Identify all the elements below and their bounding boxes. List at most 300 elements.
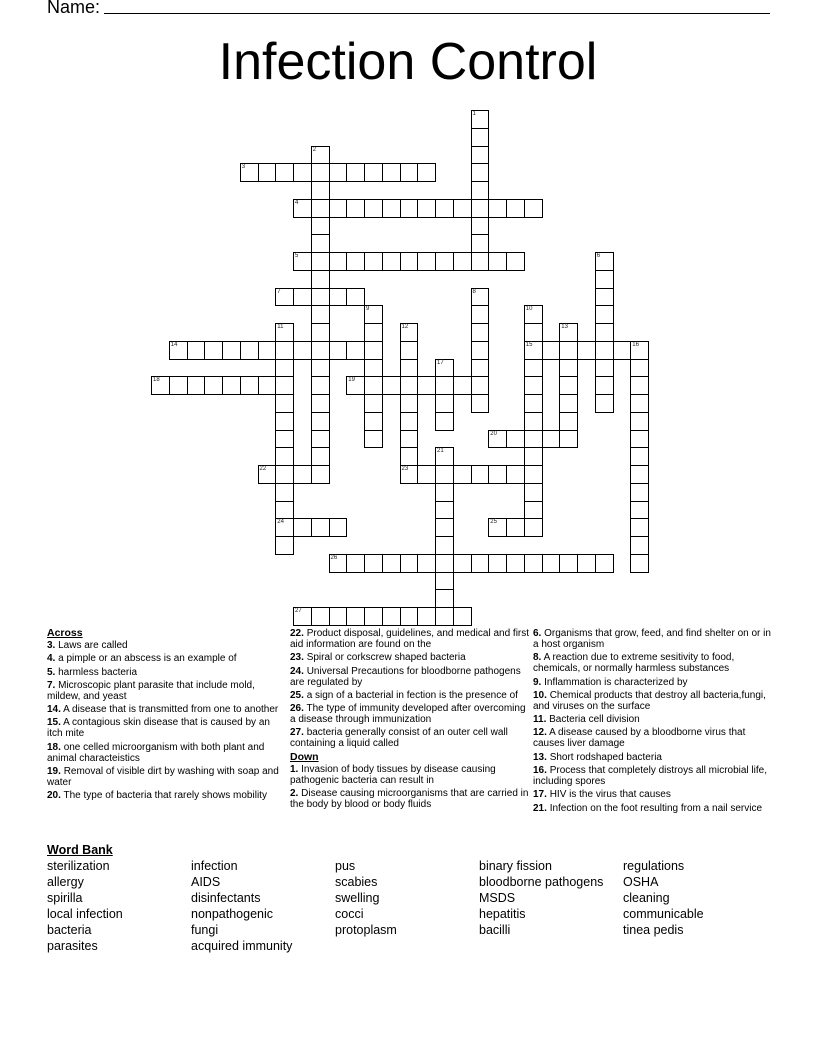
clues-column-2 xyxy=(290,628,530,812)
crossword-cell[interactable] xyxy=(435,252,454,271)
word-bank-item: bloodborne pathogens xyxy=(479,875,604,889)
clue-across-7: 7. Microscopic plant parasite that include mold, mildew, and yeast xyxy=(47,679,255,702)
crossword-cell[interactable] xyxy=(364,412,383,431)
word-bank-item: allergy xyxy=(47,875,84,889)
crossword-cell[interactable] xyxy=(275,376,294,395)
word-bank-item: swelling xyxy=(335,891,380,905)
crossword-cell[interactable] xyxy=(240,376,259,395)
crossword-cell[interactable] xyxy=(471,181,490,200)
crossword-cell[interactable] xyxy=(542,341,561,360)
crossword-cell[interactable] xyxy=(630,465,649,484)
crossword-cell[interactable] xyxy=(435,554,454,573)
crossword-cell[interactable] xyxy=(311,518,330,537)
crossword-cell[interactable] xyxy=(311,394,330,413)
crossword-cell[interactable] xyxy=(506,554,525,573)
crossword-cell[interactable] xyxy=(293,518,312,537)
crossword-cell[interactable] xyxy=(275,359,294,378)
crossword-cell[interactable] xyxy=(471,341,490,360)
crossword-cell[interactable] xyxy=(417,607,436,626)
clue-number: 20 xyxy=(490,430,497,437)
crossword-cell[interactable] xyxy=(435,412,454,431)
word-bank-item: parasites xyxy=(47,939,98,953)
crossword-cell[interactable] xyxy=(222,376,241,395)
crossword-cell[interactable] xyxy=(613,341,632,360)
crossword-cell[interactable] xyxy=(506,518,525,537)
word-bank-item: pus xyxy=(335,859,356,873)
crossword-cell[interactable] xyxy=(275,412,294,431)
crossword-cell[interactable] xyxy=(630,501,649,520)
crossword-cell[interactable] xyxy=(471,323,490,342)
crossword-cell[interactable] xyxy=(311,607,330,626)
crossword-cell[interactable] xyxy=(400,465,419,484)
clues-column-1 xyxy=(47,628,279,804)
crossword-cell[interactable] xyxy=(258,341,277,360)
crossword-cell[interactable] xyxy=(275,394,294,413)
crossword-cell[interactable] xyxy=(293,163,312,182)
word-bank xyxy=(47,843,767,954)
clue-across-26: 26. The type of immunity developed after overcoming a disease through immunization xyxy=(290,703,526,726)
crossword-cell[interactable] xyxy=(506,465,525,484)
across-heading: Across xyxy=(47,627,83,639)
crossword-cell[interactable] xyxy=(471,359,490,378)
clue-down-6: 6. Organisms that grow, feed, and find shelter on or in a host organism xyxy=(533,628,771,650)
crossword-cell[interactable] xyxy=(630,430,649,449)
crossword-cell[interactable] xyxy=(329,252,348,271)
crossword-cell[interactable] xyxy=(346,554,365,573)
crossword-cell[interactable] xyxy=(577,341,596,360)
crossword-cell[interactable] xyxy=(400,447,419,466)
clue-number: 11 xyxy=(277,324,284,330)
crossword-cell[interactable] xyxy=(417,199,436,218)
word-bank-item: hepatitis xyxy=(479,907,526,921)
crossword-cell[interactable] xyxy=(524,412,543,431)
crossword-cell[interactable] xyxy=(382,199,401,218)
crossword-cell[interactable] xyxy=(471,465,490,484)
clue-number: 10 xyxy=(525,306,533,313)
crossword-cell[interactable] xyxy=(488,554,507,573)
crossword-cell[interactable] xyxy=(595,341,614,360)
crossword-cell[interactable] xyxy=(417,465,436,484)
clue-across-22: 22. Product disposal, guidelines, and medical and first aid information are found on the xyxy=(290,628,530,650)
crossword-cell[interactable] xyxy=(417,163,436,182)
crossword-cell[interactable] xyxy=(240,163,259,182)
crossword-cell[interactable] xyxy=(435,501,454,520)
crossword-cell[interactable] xyxy=(151,376,170,395)
crossword-cell[interactable] xyxy=(364,394,383,413)
crossword-cell[interactable] xyxy=(364,359,383,378)
crossword-cell[interactable] xyxy=(435,465,454,484)
crossword-cell[interactable] xyxy=(524,359,543,378)
clue-down-21: 21. Infection on the foot resulting from a nail service xyxy=(533,802,763,814)
crossword-cell[interactable] xyxy=(630,483,649,502)
crossword-cell[interactable] xyxy=(364,199,383,218)
crossword-cell[interactable] xyxy=(559,394,578,413)
word-bank-item: communicable xyxy=(623,907,704,921)
crossword-cell[interactable] xyxy=(275,341,294,360)
crossword-cell[interactable] xyxy=(382,376,401,395)
crossword-cell[interactable] xyxy=(293,607,312,626)
crossword-cell[interactable] xyxy=(311,305,330,324)
crossword-cell[interactable] xyxy=(311,412,330,431)
clue-across-23: 23. Spiral or corkscrew shaped bacteria xyxy=(290,652,466,664)
crossword-cell[interactable] xyxy=(364,323,383,342)
crossword-cell[interactable] xyxy=(435,536,454,555)
crossword-cell[interactable] xyxy=(559,430,578,449)
word-bank-item: AIDS xyxy=(191,875,221,889)
crossword-cell[interactable] xyxy=(595,252,614,271)
crossword-cell[interactable] xyxy=(311,447,330,466)
crossword-cell[interactable] xyxy=(275,465,294,484)
crossword-cell[interactable] xyxy=(471,217,490,236)
clue-number: 22 xyxy=(259,466,267,472)
crossword-cell[interactable] xyxy=(311,181,330,200)
word-bank-heading: Word Bank xyxy=(47,843,113,857)
word-bank-column-5 xyxy=(623,858,767,954)
crossword-cell[interactable] xyxy=(524,483,543,502)
crossword-cell[interactable] xyxy=(559,359,578,378)
crossword-cell[interactable] xyxy=(275,536,294,555)
crossword-cell[interactable] xyxy=(346,252,365,271)
clue-number: 15 xyxy=(525,341,533,348)
down-heading: Down xyxy=(290,750,319,763)
clue-number: 21 xyxy=(437,448,444,455)
clue-across-24: 24. Universal Precautions for bloodborne pathogens are regulated by xyxy=(290,665,521,688)
crossword-cell[interactable] xyxy=(524,518,543,537)
word-bank-item: sterilization xyxy=(47,859,110,873)
clue-number: 16 xyxy=(632,341,639,348)
crossword-cell[interactable] xyxy=(471,305,490,324)
crossword-cell[interactable] xyxy=(453,199,472,218)
crossword-cell[interactable] xyxy=(382,163,401,182)
crossword-cell[interactable] xyxy=(630,518,649,537)
clue-down-12: 12. A disease caused by a bloodborne virus that causes liver damage xyxy=(533,727,746,750)
crossword-cell[interactable] xyxy=(275,288,294,307)
name-label: Name: xyxy=(47,0,101,17)
clue-number: 7 xyxy=(277,288,281,295)
clue-number: 27 xyxy=(295,608,302,614)
crossword-cell[interactable] xyxy=(471,234,490,253)
word-bank-item: nonpathogenic xyxy=(191,907,274,921)
crossword-cell[interactable] xyxy=(506,430,525,449)
crossword-cell[interactable] xyxy=(435,394,454,413)
crossword-cell[interactable] xyxy=(329,199,348,218)
crossword-cell[interactable] xyxy=(329,341,348,360)
crossword-cell[interactable] xyxy=(346,376,365,395)
crossword-cell[interactable] xyxy=(488,430,507,449)
crossword-cell[interactable] xyxy=(293,199,312,218)
word-bank-item: local infection xyxy=(47,907,123,921)
crossword-cell[interactable] xyxy=(364,607,383,626)
clue-down-11: 11. Bacteria cell division xyxy=(533,714,640,726)
crossword-cell[interactable] xyxy=(346,199,365,218)
crossword-cell[interactable] xyxy=(453,252,472,271)
crossword-cell[interactable] xyxy=(382,252,401,271)
crossword-cell[interactable] xyxy=(471,199,490,218)
word-bank-item: infection xyxy=(191,859,238,873)
crossword-cell[interactable] xyxy=(595,323,614,342)
clue-number: 8 xyxy=(472,288,476,295)
crossword-cell[interactable] xyxy=(169,376,188,395)
crossword-cell[interactable] xyxy=(258,376,277,395)
crossword-cell[interactable] xyxy=(204,341,223,360)
crossword-cell[interactable] xyxy=(258,465,277,484)
crossword-cell[interactable] xyxy=(382,607,401,626)
crossword-cell[interactable] xyxy=(364,305,383,324)
crossword-cell[interactable] xyxy=(471,376,490,395)
crossword-cell[interactable] xyxy=(524,430,543,449)
crossword-cell[interactable] xyxy=(275,501,294,520)
crossword-cell[interactable] xyxy=(471,288,490,307)
crossword-cell[interactable] xyxy=(311,430,330,449)
crossword-cell[interactable] xyxy=(524,465,543,484)
crossword-cell[interactable] xyxy=(364,430,383,449)
clue-down-1: 1. Invasion of body tissues by disease causing pathogenic bacteria can result in xyxy=(290,763,496,786)
clue-across-4: 4. a pimple or an abscess is an example of xyxy=(47,653,237,665)
clue-across-15: 15. A contagious skin disease that is caused by an itch mite xyxy=(47,717,270,740)
word-bank-item: protoplasm xyxy=(335,923,397,937)
crossword-cell[interactable] xyxy=(630,554,649,573)
crossword-cell[interactable] xyxy=(311,270,330,289)
crossword-cell[interactable] xyxy=(417,252,436,271)
crossword-cell[interactable] xyxy=(187,341,206,360)
crossword-cell[interactable] xyxy=(400,430,419,449)
crossword-cell[interactable] xyxy=(453,607,472,626)
clue-across-5: 5. harmless bacteria xyxy=(47,666,138,678)
crossword-cell[interactable] xyxy=(311,199,330,218)
clue-down-2: 2. Disease causing microorganisms that are carried in the body by blood or body fluids xyxy=(290,788,529,811)
word-bank-item: disinfectants xyxy=(191,891,261,905)
crossword-cell[interactable] xyxy=(311,163,330,182)
crossword-cell[interactable] xyxy=(311,288,330,307)
clue-number: 18 xyxy=(153,377,160,384)
clues-column-3 xyxy=(533,628,773,816)
crossword-cell[interactable] xyxy=(524,305,543,324)
crossword-cell[interactable] xyxy=(630,447,649,466)
crossword-cell[interactable] xyxy=(524,554,543,573)
crossword-cell[interactable] xyxy=(400,607,419,626)
clue-across-20: 20. The type of bacteria that rarely shows mobility xyxy=(47,790,267,802)
crossword-cell[interactable] xyxy=(488,518,507,537)
crossword-cell[interactable] xyxy=(275,447,294,466)
crossword-cell[interactable] xyxy=(400,376,419,395)
crossword-cell[interactable] xyxy=(400,359,419,378)
word-bank-item: OSHA xyxy=(623,875,659,889)
crossword-cell[interactable] xyxy=(630,394,649,413)
crossword-cell[interactable] xyxy=(382,554,401,573)
crossword-cell[interactable] xyxy=(471,252,490,271)
word-bank-item: bacteria xyxy=(47,923,92,937)
crossword-cell[interactable] xyxy=(559,412,578,431)
crossword-cell[interactable] xyxy=(329,288,348,307)
word-bank-item: fungi xyxy=(191,923,219,937)
crossword-cell[interactable] xyxy=(346,163,365,182)
crossword-cell[interactable] xyxy=(453,465,472,484)
crossword-cell[interactable] xyxy=(559,323,578,342)
crossword-cell[interactable] xyxy=(559,554,578,573)
crossword-cell[interactable] xyxy=(595,288,614,307)
crossword-cell[interactable] xyxy=(329,607,348,626)
crossword-cell[interactable] xyxy=(275,163,294,182)
crossword-cell[interactable] xyxy=(542,554,561,573)
crossword-cell[interactable] xyxy=(630,359,649,378)
crossword-cell[interactable] xyxy=(577,554,596,573)
crossword-cell[interactable] xyxy=(471,146,490,165)
crossword-cell[interactable] xyxy=(187,376,206,395)
crossword-cell[interactable] xyxy=(435,572,454,591)
crossword-cell[interactable] xyxy=(275,483,294,502)
crossword-cell[interactable] xyxy=(275,323,294,342)
crossword-cell[interactable] xyxy=(311,341,330,360)
crossword-cell[interactable] xyxy=(169,341,188,360)
crossword-cell[interactable] xyxy=(524,199,543,218)
crossword-cell[interactable] xyxy=(400,199,419,218)
crossword-cell[interactable] xyxy=(595,305,614,324)
crossword-cell[interactable] xyxy=(222,341,241,360)
crossword-cell[interactable] xyxy=(488,465,507,484)
crossword-cell[interactable] xyxy=(311,376,330,395)
clue-number: 1 xyxy=(472,111,476,117)
clue-number: 25 xyxy=(490,519,497,526)
crossword-cell[interactable] xyxy=(435,589,454,608)
crossword-cell[interactable] xyxy=(346,341,365,360)
clue-number: 24 xyxy=(277,519,284,526)
crossword-cell[interactable] xyxy=(400,341,419,360)
word-bank-column-3 xyxy=(335,858,479,954)
clue-number: 19 xyxy=(348,377,355,384)
crossword-cell[interactable] xyxy=(400,412,419,431)
crossword-cell[interactable] xyxy=(595,554,614,573)
crossword-cell[interactable] xyxy=(311,465,330,484)
crossword-cell[interactable] xyxy=(471,163,490,182)
crossword-cell[interactable] xyxy=(471,554,490,573)
clue-down-9: 9. Inflammation is characterized by xyxy=(533,676,688,688)
crossword-cell[interactable] xyxy=(488,252,507,271)
crossword-cell[interactable] xyxy=(435,359,454,378)
crossword-cell[interactable] xyxy=(524,394,543,413)
clue-number: 12 xyxy=(401,324,409,330)
word-bank-item: cleaning xyxy=(623,891,670,905)
crossword-cell[interactable] xyxy=(311,323,330,342)
crossword-cell[interactable] xyxy=(559,376,578,395)
crossword-cell[interactable] xyxy=(435,483,454,502)
crossword-cell[interactable] xyxy=(364,341,383,360)
word-bank-column-2 xyxy=(191,858,335,954)
crossword-cell[interactable] xyxy=(275,430,294,449)
crossword-cell[interactable] xyxy=(471,128,490,147)
crossword-cell[interactable] xyxy=(400,554,419,573)
crossword-cell[interactable] xyxy=(471,110,490,129)
crossword-cell[interactable] xyxy=(240,341,259,360)
crossword-cell[interactable] xyxy=(293,465,312,484)
word-bank-item: tinea pedis xyxy=(623,923,684,937)
crossword-cell[interactable] xyxy=(435,199,454,218)
crossword-cell[interactable] xyxy=(595,376,614,395)
crossword-cell[interactable] xyxy=(329,554,348,573)
clue-number: 9 xyxy=(366,306,370,313)
clue-down-17: 17. HIV is the virus that causes xyxy=(533,789,671,801)
crossword-cell[interactable] xyxy=(204,376,223,395)
clue-number: 14 xyxy=(170,341,178,348)
crossword-cell[interactable] xyxy=(506,252,525,271)
crossword-cell[interactable] xyxy=(559,341,578,360)
crossword-cell[interactable] xyxy=(506,199,525,218)
crossword-cell[interactable] xyxy=(311,359,330,378)
crossword-cell[interactable] xyxy=(524,376,543,395)
clue-across-27: 27. bacteria generally consist of an outer cell wall containing a liquid called xyxy=(290,727,508,750)
crossword-cell[interactable] xyxy=(400,163,419,182)
crossword-cell[interactable] xyxy=(435,376,454,395)
clue-down-10: 10. Chemical products that destroy all bacteria,fungi, and viruses on the surface xyxy=(533,689,766,712)
crossword-cell[interactable] xyxy=(595,270,614,289)
crossword-cell[interactable] xyxy=(595,394,614,413)
crossword-cell[interactable] xyxy=(293,341,312,360)
crossword-cell[interactable] xyxy=(417,554,436,573)
crossword-cell[interactable] xyxy=(542,430,561,449)
clue-number: 3 xyxy=(241,164,246,171)
crossword-cell[interactable] xyxy=(311,234,330,253)
crossword-cell[interactable] xyxy=(329,163,348,182)
crossword-cell[interactable] xyxy=(311,146,330,165)
crossword-cell[interactable] xyxy=(400,394,419,413)
crossword-cell[interactable] xyxy=(524,447,543,466)
crossword-cell[interactable] xyxy=(488,199,507,218)
crossword-cell[interactable] xyxy=(630,536,649,555)
crossword-cell[interactable] xyxy=(311,252,330,271)
crossword-cell[interactable] xyxy=(275,518,294,537)
word-bank-item: regulations xyxy=(623,859,685,873)
crossword-cell[interactable] xyxy=(630,376,649,395)
crossword-cell[interactable] xyxy=(400,323,419,342)
crossword-cell[interactable] xyxy=(453,376,472,395)
crossword-cell[interactable] xyxy=(435,447,454,466)
crossword-cell[interactable] xyxy=(435,607,454,626)
crossword-cell[interactable] xyxy=(364,252,383,271)
crossword-cell[interactable] xyxy=(364,554,383,573)
crossword-cell[interactable] xyxy=(364,376,383,395)
word-bank-column-4 xyxy=(479,858,623,954)
crossword-cell[interactable] xyxy=(293,288,312,307)
crossword-cell[interactable] xyxy=(346,288,365,307)
crossword-cell[interactable] xyxy=(311,217,330,236)
word-bank-item: spirilla xyxy=(47,891,83,905)
crossword-cell[interactable] xyxy=(258,163,277,182)
crossword-cell[interactable] xyxy=(417,376,436,395)
clue-number: 17 xyxy=(437,359,444,366)
clue-number: 4 xyxy=(295,199,299,206)
word-bank-item: bacilli xyxy=(479,923,511,937)
clue-down-13: 13. Short rodshaped bacteria xyxy=(533,751,662,763)
word-bank-column-1 xyxy=(47,858,191,954)
word-bank-item: acquired immunity xyxy=(191,939,293,953)
crossword-cell[interactable] xyxy=(524,341,543,360)
crossword-cell[interactable] xyxy=(524,501,543,520)
crossword-cell[interactable] xyxy=(400,252,419,271)
crossword-cell[interactable] xyxy=(293,252,312,271)
crossword-cell[interactable] xyxy=(435,518,454,537)
crossword-cell[interactable] xyxy=(630,412,649,431)
crossword-cell[interactable] xyxy=(329,518,348,537)
clue-number: 26 xyxy=(330,554,338,561)
word-bank-item: scabies xyxy=(335,875,378,889)
clue-across-14: 14. A disease that is transmitted from one to another xyxy=(47,704,279,716)
crossword-cell[interactable] xyxy=(595,359,614,378)
crossword-cell[interactable] xyxy=(346,607,365,626)
crossword-cell[interactable] xyxy=(471,394,490,413)
crossword-cell[interactable] xyxy=(364,163,383,182)
crossword-cell[interactable] xyxy=(524,323,543,342)
crossword-cell[interactable] xyxy=(630,341,649,360)
crossword-cell[interactable] xyxy=(453,554,472,573)
